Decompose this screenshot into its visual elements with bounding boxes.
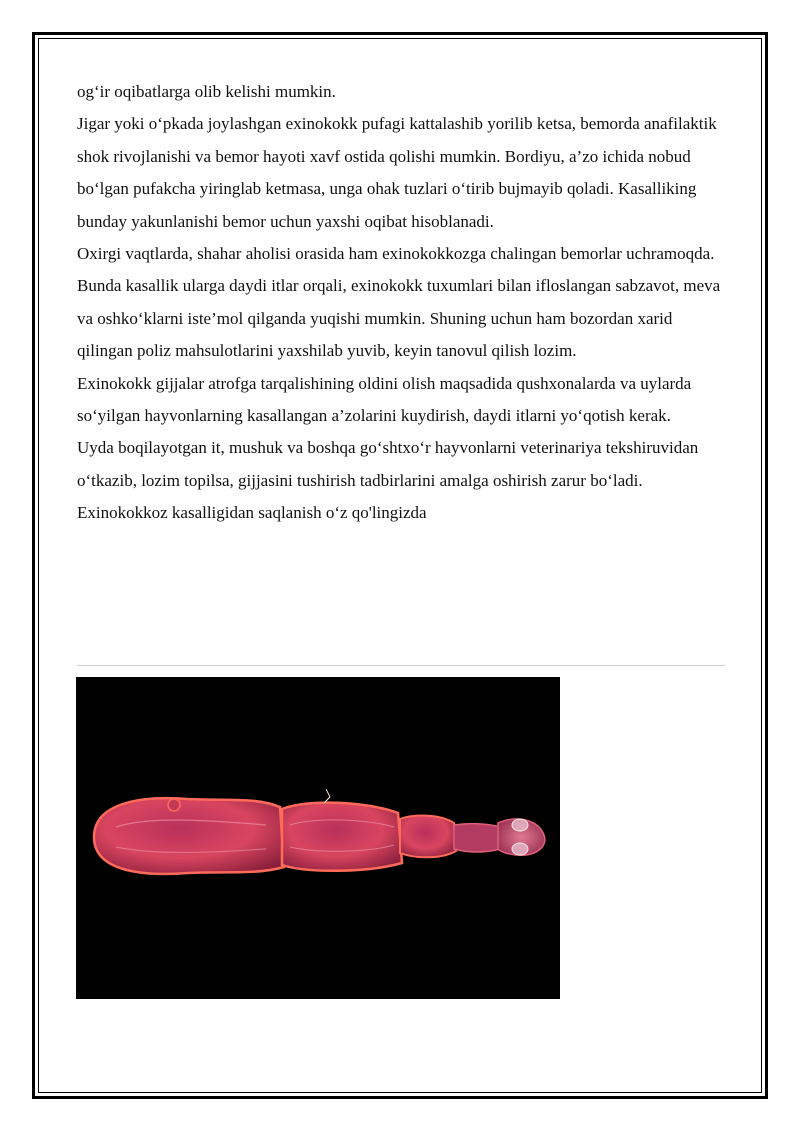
paragraph-2: Jigar yoki o‘pkada joylashgan exinokokk pufagi kattalashib yorilib ketsa, bemorda anafilaktik shok rivojlanishi va bemor hayoti xavf ostida qolishi mumkin. Bordiyu, a’zo ichida nobud bo‘lgan pufakcha yiringlab ketmasa, unga ohak tuzlari o‘tirib bujmayib qoladi. Kasalliking bunday yakunlanishi bemor uchun yaxshi oqibat hisoblanadi. [77, 114, 717, 231]
paragraph-6: Exinokokkoz kasalligidan saqlanish o‘z qo'lingizda [77, 503, 427, 523]
gravid-segment [94, 798, 284, 874]
neck [454, 824, 500, 852]
sucker-bottom [512, 843, 528, 855]
tapeworm-illustration [76, 677, 560, 999]
immature-segment [400, 816, 456, 858]
paragraph-4: Exinokokk gijjalar atrofga tarqalishining oldini olish maqsadida qushxonalarda va uylarda so‘yilgan hayvonlarning kasallangan a’zolarini kuydirish, daydi itlarni yo‘qotish kerak. [77, 373, 692, 426]
paragraph-3: Oxirgi vaqtlarda, shahar aholisi orasida ham exinokokkozga chalingan bemorlar uchramoqda. Bunda kasallik ularga daydi itlar orqali, exinokokk tuxumlari bilan ifloslangan sabzavot, meva va oshko‘klarni iste’mol qilganda yuqishi mumkin. Shuning uchun ham bozordan xarid qilingan poliz mahsulotlarini yaxshilab yuvib, keyin tanovul qilish lozim. [77, 244, 721, 361]
document-body [77, 76, 727, 530]
sucker-top [512, 819, 528, 831]
horizontal-divider [77, 665, 725, 666]
tapeworm-image [76, 677, 560, 999]
paragraph-5: Uyda boqilayotgan it, mushuk va boshqa go‘shtxo‘r hayvonlarni veterinariya tekshiruvidan o‘tkazib, lozim topilsa, gijjasini tushirish tadbirlarini amalga oshirish zarur bo‘ladi. [77, 438, 699, 490]
paragraph-1: og‘ir oqibatlarga olib kelishi mumkin. [77, 82, 336, 101]
mature-segment [282, 803, 402, 871]
